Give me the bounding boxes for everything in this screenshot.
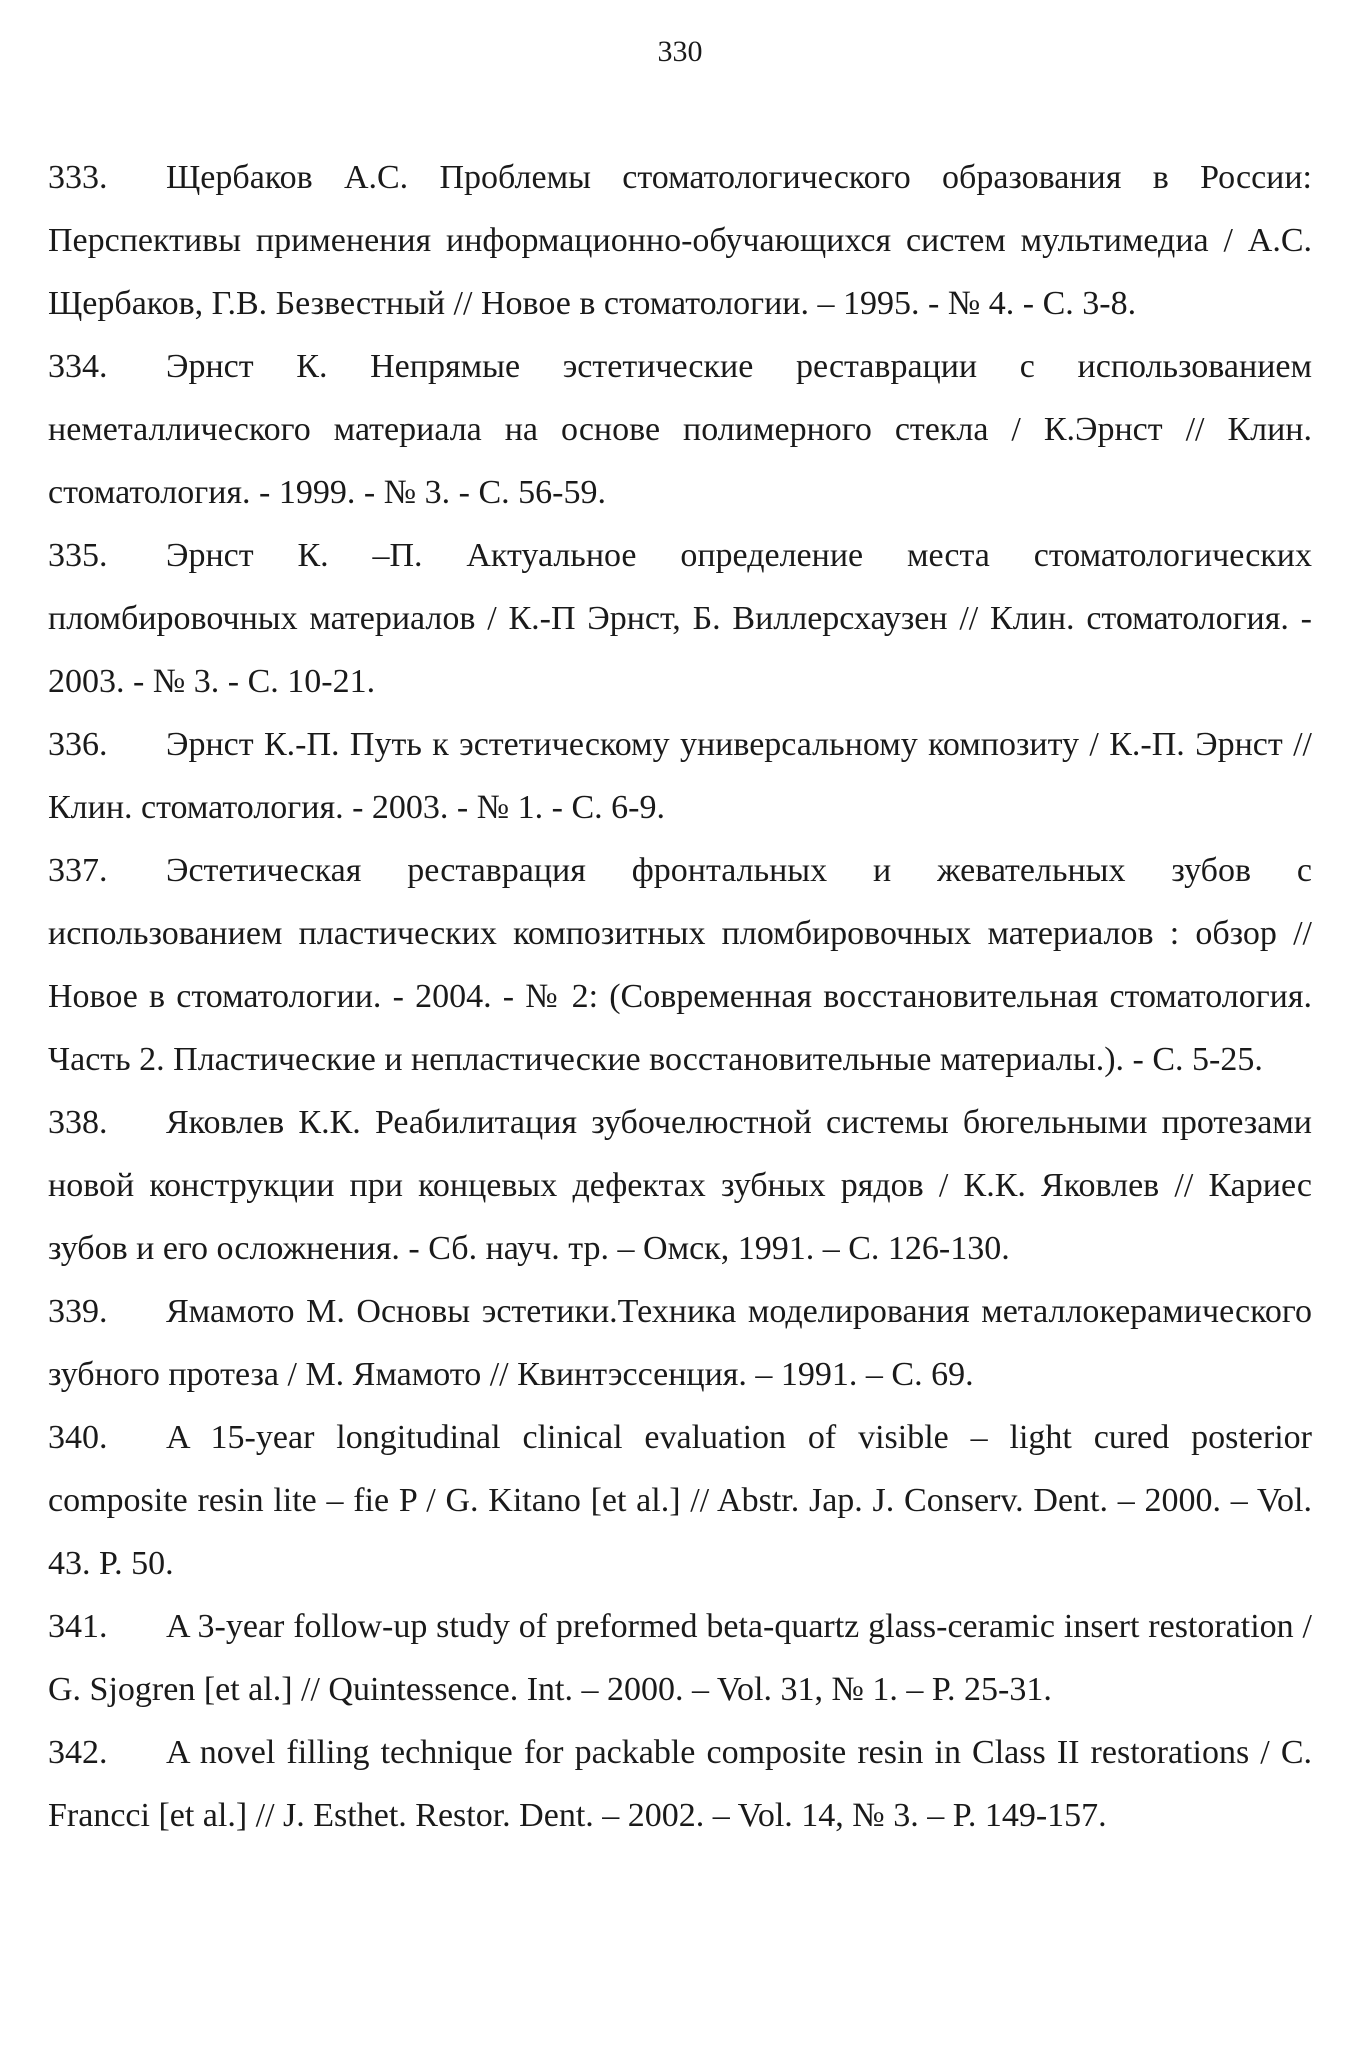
- reference-number: 338.: [48, 1104, 108, 1141]
- reference-text: A 15-year longitudinal clinical evaluation of visible – light cured posterior composite resin lite – fie P / G. Kitano [et al.] // Abstr. Jap. J. Conserv. Dent. – 2000. – Vol. 43. P. 50.: [48, 1419, 1312, 1582]
- reference-text: Эстетическая реставрация фронтальных и жевательных зубов с использованием пластических композитных пломбировочных материалов : обзор // Новое в стоматологии. - 2004. - № 2: (Современная восстановительная стоматология. Часть 2. Пластические и непластические восстановительные материалы.). - С. 5-25.: [48, 852, 1312, 1078]
- reference-number: 333.: [48, 159, 108, 196]
- reference-number: 340.: [48, 1419, 108, 1456]
- reference-number: 339.: [48, 1293, 108, 1330]
- reference-number: 341.: [48, 1608, 108, 1645]
- reference-number: 337.: [48, 852, 108, 889]
- reference-text: Ямамото М. Основы эстетики.Техника моделирования металлокерамического зубного протеза / М. Ямамото // Квинтэссенция. – 1991. – С. 69.: [48, 1293, 1312, 1393]
- reference-text: A 3-year follow-up study of preformed beta-quartz glass-ceramic insert restoration / G. Sjogren [et al.] // Quintessence. Int. – 2000. – Vol. 31, № 1. – P. 25-31.: [48, 1608, 1312, 1708]
- reference-text: Эрнст К. Непрямые эстетические реставрации с использованием неметаллического материала на основе полимерного стекла / К.Эрнст // Клин. стоматология. - 1999. - № 3. - С. 56-59.: [48, 348, 1312, 511]
- reference-item: [48, 146, 1312, 335]
- reference-text: Яковлев К.К. Реабилитация зубочелюстной системы бюгельными протезами новой конструкции при концевых дефектах зубных рядов / К.К. Яковлев // Кариес зубов и его осложнения. - Сб. науч. тр. – Омск, 1991. – С. 126-130.: [48, 1104, 1312, 1267]
- reference-item: [48, 1280, 1312, 1406]
- reference-item: [48, 1595, 1312, 1721]
- reference-item: [48, 839, 1312, 1091]
- reference-text: A novel filling technique for packable composite resin in Class II restorations / C. Francci [et al.] // J. Esthet. Restor. Dent. – 2002. – Vol. 14, № 3. – P. 149-157.: [48, 1734, 1312, 1834]
- reference-list: [48, 146, 1312, 1847]
- page-number: 330: [657, 35, 703, 68]
- reference-item: [48, 1091, 1312, 1280]
- reference-number: 335.: [48, 537, 108, 574]
- reference-item: [48, 1406, 1312, 1595]
- reference-item: [48, 335, 1312, 524]
- reference-text: Щербаков А.С. Проблемы стоматологического образования в России: Перспективы применения информационно-обучающихся систем мультимедиа / А.С. Щербаков, Г.В. Безвестный // Новое в стоматологии. – 1995. - № 4. - С. 3-8.: [48, 159, 1312, 322]
- reference-item: [48, 524, 1312, 713]
- reference-text: Эрнст К. –П. Актуальное определение места стоматологических пломбировочных материалов / К.-П Эрнст, Б. Виллерсхаузен // Клин. стоматология. - 2003. - № 3. - С. 10-21.: [48, 537, 1312, 700]
- reference-number: 336.: [48, 726, 108, 763]
- reference-item: [48, 1721, 1312, 1847]
- reference-item: [48, 713, 1312, 839]
- reference-text: Эрнст К.-П. Путь к эстетическому универсальному композиту / К.-П. Эрнст // Клин. стоматология. - 2003. - № 1. - С. 6-9.: [48, 726, 1312, 826]
- reference-number: 334.: [48, 348, 108, 385]
- reference-number: 342.: [48, 1734, 108, 1771]
